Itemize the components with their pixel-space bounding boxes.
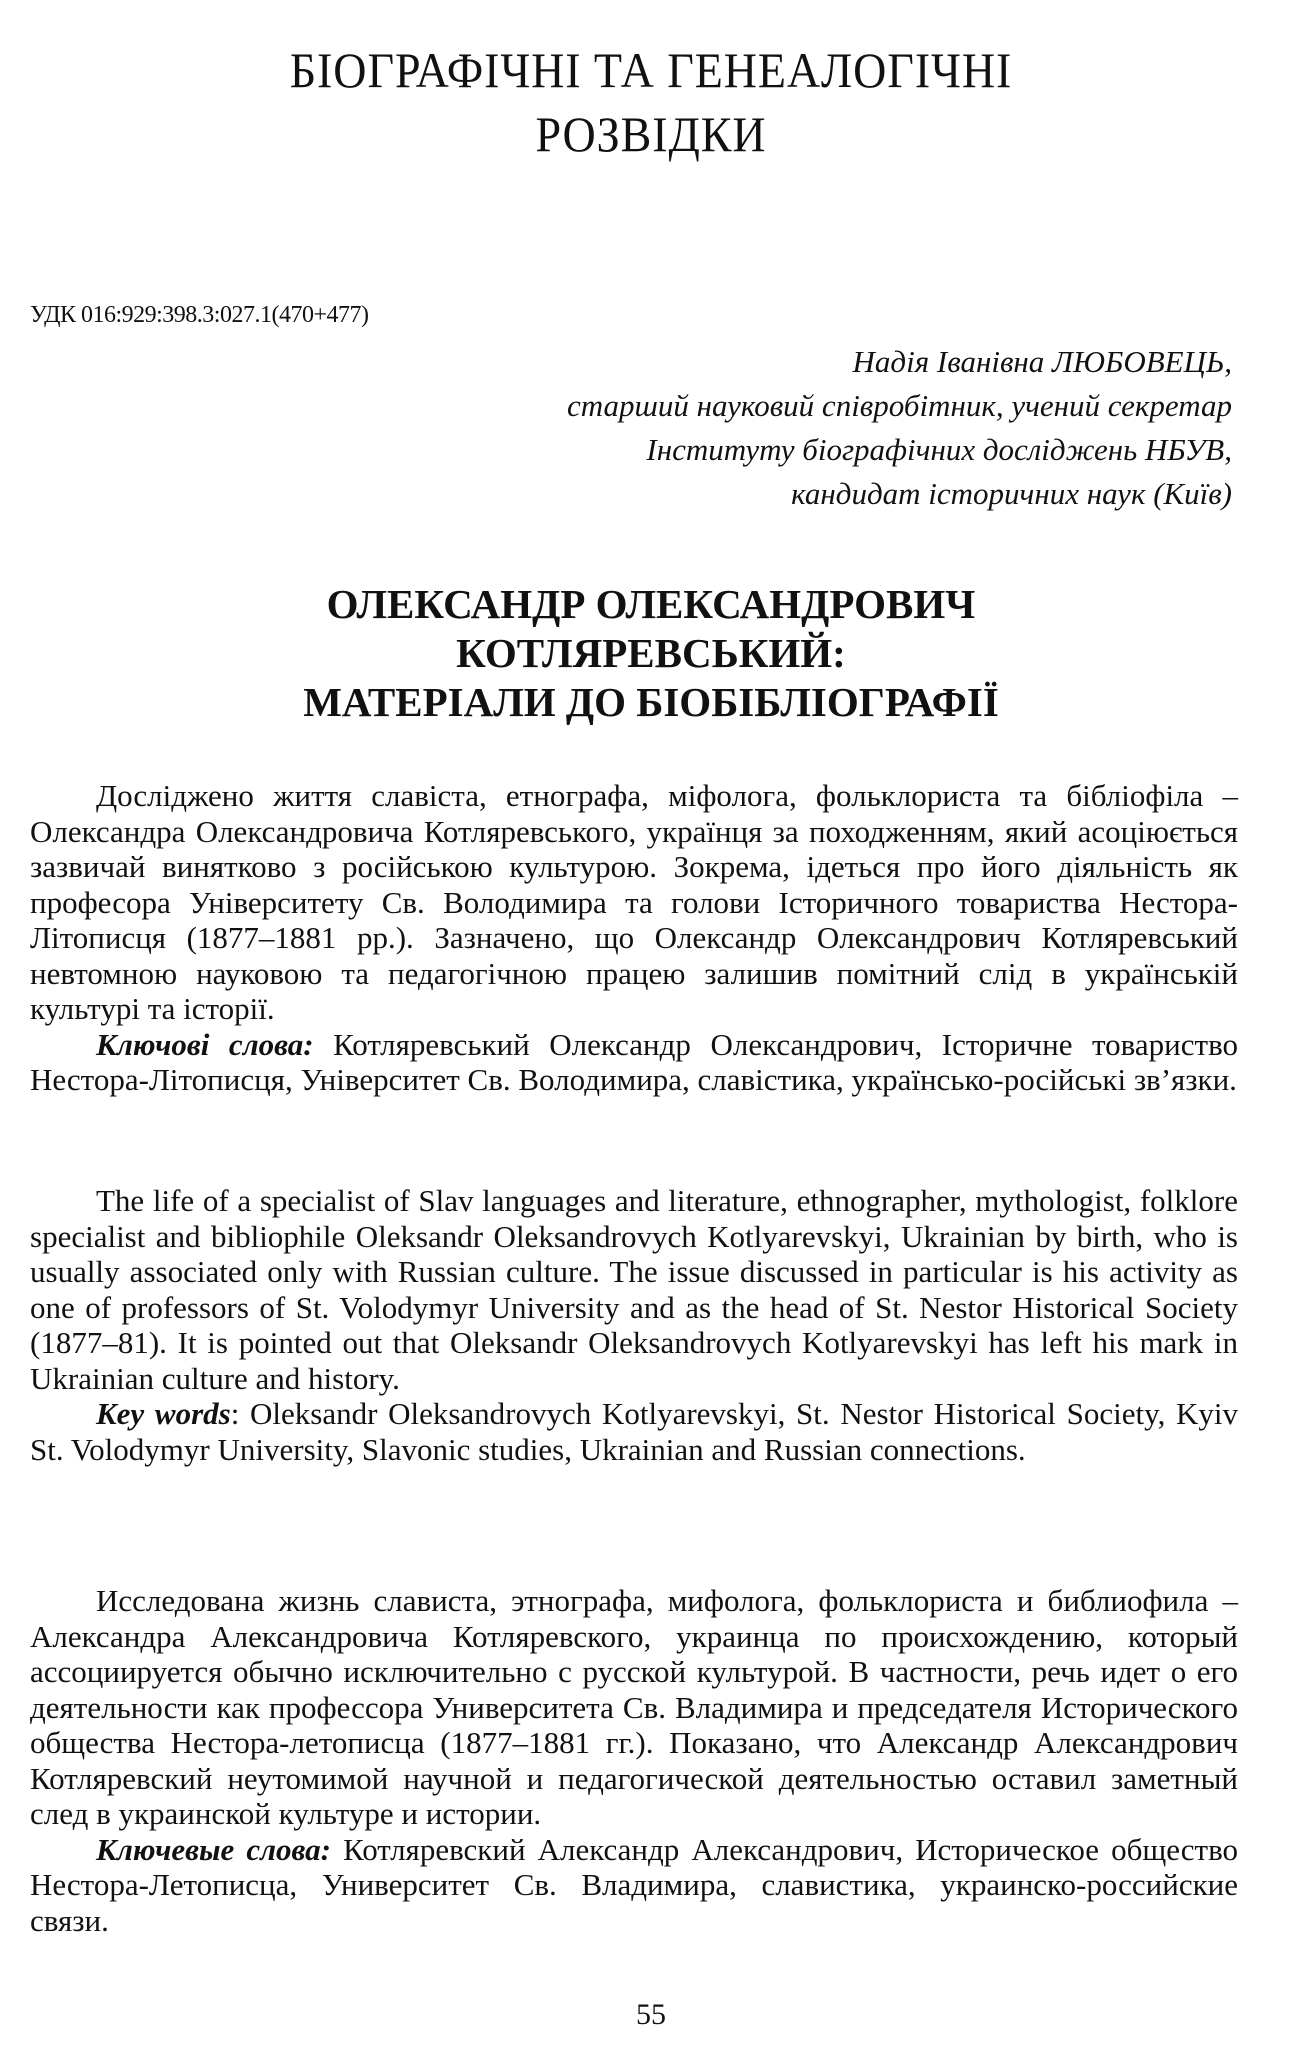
author-position: старший науковий співробітник, учений секретар [567,388,1232,423]
keywords-paragraph [30,1396,1238,1467]
section-heading-line: РОЗВІДКИ [535,106,767,162]
udk-code: УДК 016:929:398.3:027.1(470+477) [30,302,369,328]
article-title-line: ОЛЕКСАНДР ОЛЕКСАНДРОВИЧ [326,581,976,627]
abstract-text: Досліджено життя славіста, етнографа, міфолога, фольклориста та бібліофіла – Олександра Олександровича Котляревського, українця за походженням, який асоціюється зазвичай винятково з російською культурою. Зокрема, ідеться про його діяльність як професора Університету Св. Володимира та голови Історичного товариства Нестора-Літописця (1877–1881 рр.). Зазначено, що Олександр Олександрович Котляревський невтомною науковою та педагогічною працею залишив помітний слід в українській культурі та історії. [30,778,1238,1026]
article-title-line: МАТЕРІАЛИ ДО БІОБІБЛІОГРАФІЇ [303,679,999,725]
article-title-line: КОТЛЯРЕВСЬКИЙ: [456,630,846,676]
keywords-text: Котляревский Александр Александрович, Историческое общество Нестора-Летописца, Университет Св. Владимира, славистика, украинско-российские связи. [30,1831,1238,1938]
author-institution: Інституту біографічних досліджень НБУВ, [646,432,1232,467]
keywords-paragraph [30,1832,1238,1939]
section-heading [52,38,1250,166]
keywords-paragraph [30,1027,1238,1098]
abstract-text: The life of a specialist of Slav languages and literature, ethnographer, mythologist, folklore specialist and bibliophile Oleksandr Oleksandrovych Kotlyarevskyi, Ukrainian by birth, who is usually associated only with Russian culture. The issue discussed in particular is his activity as one of professors of St. Volodymyr University and as the head of St. Nestor Historical Society (1877–81). It is pointed out that Oleksandr Oleksandrovych Kotlyarevskyi has left his mark in Ukrainian culture and history. [30,1183,1238,1396]
author-name: Надія Іванівна ЛЮБОВЕЦЬ, [852,344,1232,379]
keywords-label: Key words [96,1396,231,1431]
abstract-text: Исследована жизнь слависта, этнографа, мифолога, фольклориста и библиофила – Александра Александровича Котляревского, украинца по происхождению, который ассоциируется обычно исключительно с русской культурой. В частности, речь идет о его деятельности как профессора Университета Св. Владимира и председателя Исторического общества Нестора-летописца (1877–1881 гг.). Показано, что Александр Александрович Котляревский неутомимой научной и педагогической деятельностью оставил заметный след в украинской культуре и истории. [30,1583,1238,1831]
author-block [332,340,1232,516]
article-title [0,580,1302,727]
section-heading-line: БІОГРАФІЧНІ ТА ГЕНЕАЛОГІЧНІ [289,42,1013,98]
abstract-russian [30,1583,1238,1938]
keywords-label: Ключові слова: [96,1026,314,1062]
keywords-label: Ключевые слова: [96,1831,332,1867]
keywords-text: Котляревський Олександр Олександрович, Історичне товариство Нестора-Літописця, Університет Св. Володимира, славістика, українсько-російські зв’язки. [30,1026,1238,1097]
page-number: 55 [636,1998,666,2031]
author-degree: кандидат історичних наук (Київ) [791,476,1232,511]
abstract-english [30,1183,1238,1467]
abstract-ukrainian [30,778,1238,1098]
keywords-text: : Oleksandr Oleksandrovych Kotlyarevskyi, St. Nestor Historical Society, Kyiv St. Volodymyr University, Slavonic studies, Ukrainian and Russian connections. [30,1396,1239,1467]
